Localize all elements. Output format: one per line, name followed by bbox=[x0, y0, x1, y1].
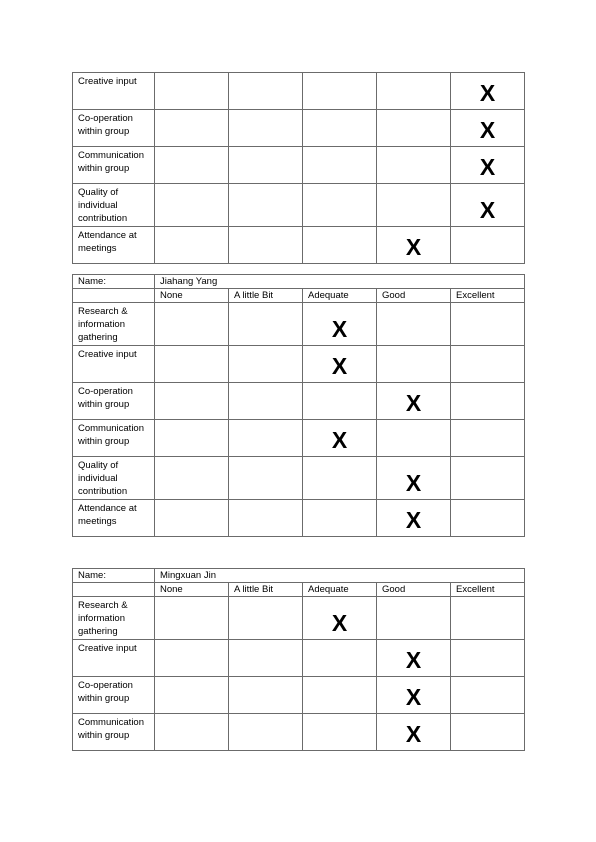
rating-cell-good bbox=[377, 184, 451, 227]
selected-mark: X bbox=[405, 721, 422, 747]
rating-cell-adequate bbox=[303, 73, 377, 110]
rating-cell-none bbox=[155, 73, 229, 110]
table-row bbox=[73, 640, 525, 677]
rating-cell-good bbox=[377, 346, 451, 383]
rating-cell-good bbox=[377, 420, 451, 457]
rating-cell-good bbox=[377, 640, 451, 677]
rating-cell-a-little-bit bbox=[229, 640, 303, 677]
rating-cell-excellent bbox=[451, 420, 525, 457]
rating-cell-a-little-bit bbox=[229, 227, 303, 264]
selected-mark: X bbox=[405, 470, 422, 496]
rating-cell-good bbox=[377, 677, 451, 714]
rating-cell-excellent bbox=[451, 457, 525, 500]
table-row bbox=[73, 73, 525, 110]
level-header-blank bbox=[73, 289, 155, 303]
criterion-label: Communication within group bbox=[73, 147, 155, 184]
table-1-body bbox=[73, 73, 525, 264]
table-row bbox=[73, 346, 525, 383]
rating-cell-a-little-bit bbox=[229, 420, 303, 457]
rating-cell-good bbox=[377, 597, 451, 640]
rating-cell-excellent bbox=[451, 640, 525, 677]
table-row bbox=[73, 184, 525, 227]
table-row bbox=[73, 227, 525, 264]
table-2-body bbox=[73, 275, 525, 537]
rating-cell-excellent bbox=[451, 227, 525, 264]
rating-cell-excellent bbox=[451, 184, 525, 227]
rating-cell-adequate bbox=[303, 597, 377, 640]
rating-cell-excellent bbox=[451, 303, 525, 346]
level-header-good: Good bbox=[377, 583, 451, 597]
level-header-excellent: Excellent bbox=[451, 583, 525, 597]
rating-cell-excellent bbox=[451, 677, 525, 714]
rating-cell-none bbox=[155, 677, 229, 714]
rating-cell-none bbox=[155, 110, 229, 147]
rating-cell-adequate bbox=[303, 677, 377, 714]
rating-cell-a-little-bit bbox=[229, 457, 303, 500]
level-header-adequate: Adequate bbox=[303, 583, 377, 597]
rating-cell-adequate bbox=[303, 346, 377, 383]
selected-mark: X bbox=[331, 427, 348, 453]
rating-cell-a-little-bit bbox=[229, 500, 303, 537]
table-row bbox=[73, 420, 525, 457]
name-label: Name: bbox=[73, 275, 155, 289]
level-header-row bbox=[73, 583, 525, 597]
table-row bbox=[73, 597, 525, 640]
selected-mark: X bbox=[405, 390, 422, 416]
level-header-good: Good bbox=[377, 289, 451, 303]
member-name: Mingxuan Jin bbox=[155, 569, 525, 583]
selected-mark: X bbox=[479, 197, 496, 223]
criterion-label: Attendance at meetings bbox=[73, 227, 155, 264]
rating-cell-adequate bbox=[303, 500, 377, 537]
level-header-adequate: Adequate bbox=[303, 289, 377, 303]
rating-cell-adequate bbox=[303, 227, 377, 264]
rating-cell-a-little-bit bbox=[229, 677, 303, 714]
evaluation-table-1 bbox=[72, 72, 525, 264]
name-row bbox=[73, 569, 525, 583]
rating-cell-adequate bbox=[303, 184, 377, 227]
table-row bbox=[73, 110, 525, 147]
rating-cell-a-little-bit bbox=[229, 73, 303, 110]
rating-cell-none bbox=[155, 457, 229, 500]
rating-cell-excellent bbox=[451, 714, 525, 751]
criterion-label: Co-operation within group bbox=[73, 383, 155, 420]
table-row bbox=[73, 303, 525, 346]
rating-cell-good bbox=[377, 110, 451, 147]
selected-mark: X bbox=[331, 353, 348, 379]
criterion-label: Creative input bbox=[73, 73, 155, 110]
selected-mark: X bbox=[479, 80, 496, 106]
rating-cell-a-little-bit bbox=[229, 383, 303, 420]
criterion-label: Attendance at meetings bbox=[73, 500, 155, 537]
rating-cell-good bbox=[377, 73, 451, 110]
table-row bbox=[73, 383, 525, 420]
criterion-label: Quality of individual contribution bbox=[73, 457, 155, 500]
rating-cell-none bbox=[155, 383, 229, 420]
level-header-none: None bbox=[155, 289, 229, 303]
rating-cell-none bbox=[155, 597, 229, 640]
rating-cell-excellent bbox=[451, 110, 525, 147]
rating-cell-a-little-bit bbox=[229, 184, 303, 227]
table-row bbox=[73, 457, 525, 500]
selected-mark: X bbox=[405, 684, 422, 710]
criterion-label: Research & information gathering bbox=[73, 303, 155, 346]
criterion-label: Creative input bbox=[73, 640, 155, 677]
rating-cell-excellent bbox=[451, 147, 525, 184]
rating-cell-adequate bbox=[303, 110, 377, 147]
rating-cell-a-little-bit bbox=[229, 110, 303, 147]
rating-cell-adequate bbox=[303, 457, 377, 500]
rating-cell-good bbox=[377, 147, 451, 184]
name-row bbox=[73, 275, 525, 289]
rating-cell-adequate bbox=[303, 303, 377, 346]
criterion-label: Co-operation within group bbox=[73, 677, 155, 714]
name-label: Name: bbox=[73, 569, 155, 583]
level-header-excellent: Excellent bbox=[451, 289, 525, 303]
rating-cell-excellent bbox=[451, 383, 525, 420]
rating-cell-adequate bbox=[303, 383, 377, 420]
rating-cell-adequate bbox=[303, 714, 377, 751]
selected-mark: X bbox=[405, 234, 422, 260]
table-row bbox=[73, 714, 525, 751]
rating-cell-good bbox=[377, 303, 451, 346]
rating-cell-good bbox=[377, 457, 451, 500]
rating-cell-none bbox=[155, 714, 229, 751]
selected-mark: X bbox=[479, 117, 496, 143]
criterion-label: Quality of individual contribution bbox=[73, 184, 155, 227]
rating-cell-good bbox=[377, 714, 451, 751]
selected-mark: X bbox=[405, 647, 422, 673]
criterion-label: Creative input bbox=[73, 346, 155, 383]
criterion-label: Communication within group bbox=[73, 714, 155, 751]
level-header-a-little-bit: A little Bit bbox=[229, 289, 303, 303]
rating-cell-none bbox=[155, 500, 229, 537]
evaluation-table-mingxuan-jin bbox=[72, 568, 525, 751]
rating-cell-adequate bbox=[303, 147, 377, 184]
level-header-a-little-bit: A little Bit bbox=[229, 583, 303, 597]
rating-cell-adequate bbox=[303, 640, 377, 677]
selected-mark: X bbox=[331, 316, 348, 342]
criterion-label: Co-operation within group bbox=[73, 110, 155, 147]
rating-cell-a-little-bit bbox=[229, 147, 303, 184]
table-row bbox=[73, 677, 525, 714]
rating-cell-a-little-bit bbox=[229, 597, 303, 640]
rating-cell-none bbox=[155, 640, 229, 677]
evaluation-table-jiahang-yang bbox=[72, 274, 525, 537]
rating-cell-none bbox=[155, 303, 229, 346]
criterion-label: Communication within group bbox=[73, 420, 155, 457]
rating-cell-a-little-bit bbox=[229, 714, 303, 751]
rating-cell-excellent bbox=[451, 73, 525, 110]
rating-cell-none bbox=[155, 420, 229, 457]
selected-mark: X bbox=[479, 154, 496, 180]
table-row bbox=[73, 147, 525, 184]
level-header-row bbox=[73, 289, 525, 303]
rating-cell-none bbox=[155, 184, 229, 227]
rating-cell-none bbox=[155, 346, 229, 383]
rating-cell-adequate bbox=[303, 420, 377, 457]
level-header-blank bbox=[73, 583, 155, 597]
selected-mark: X bbox=[331, 610, 348, 636]
criterion-label: Research & information gathering bbox=[73, 597, 155, 640]
table-row bbox=[73, 500, 525, 537]
rating-cell-none bbox=[155, 227, 229, 264]
rating-cell-excellent bbox=[451, 597, 525, 640]
rating-cell-good bbox=[377, 383, 451, 420]
table-3-body bbox=[73, 569, 525, 751]
selected-mark: X bbox=[405, 507, 422, 533]
rating-cell-good bbox=[377, 500, 451, 537]
rating-cell-excellent bbox=[451, 346, 525, 383]
rating-cell-excellent bbox=[451, 500, 525, 537]
rating-cell-good bbox=[377, 227, 451, 264]
rating-cell-a-little-bit bbox=[229, 303, 303, 346]
member-name: Jiahang Yang bbox=[155, 275, 525, 289]
level-header-none: None bbox=[155, 583, 229, 597]
rating-cell-none bbox=[155, 147, 229, 184]
rating-cell-a-little-bit bbox=[229, 346, 303, 383]
